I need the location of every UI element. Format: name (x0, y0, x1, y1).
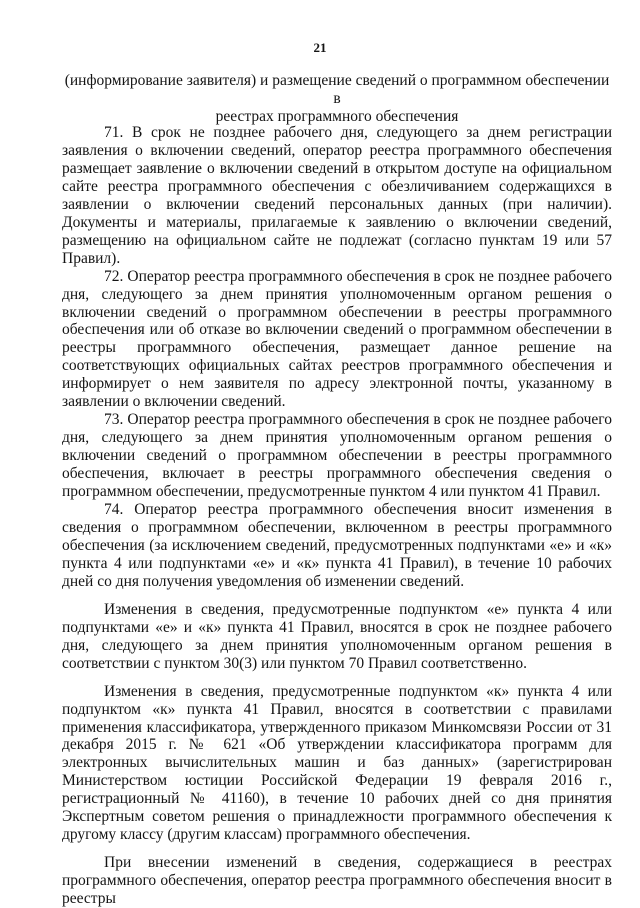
paragraph-changes-note: При внесении изменений в сведения, содержащиеся в реестрах программного обеспечения, оператор реестра программного обеспечения вносит в реестры (62, 854, 612, 908)
paragraph-74: 74. Оператор реестра программного обеспечения вносит изменения в сведения о программном обеспечении, включенном в реестры программного обеспечения (за исключением сведений, предусмотренных подпунктами «е» и «к» пункта 4 или подпунктами «е» и «к» пункта 41 Правил), в течение 10 рабочих дней со дня получения уведомления об изменении сведений. (62, 501, 612, 590)
section-heading-line-1: (информирование заявителя) и размещение сведений о программном обеспечении в (64, 72, 610, 107)
document-body (62, 124, 612, 908)
paragraph-74-subpoint-k: Изменения в сведения, предусмотренные подпунктом «к» пункта 4 или подпунктом «к» пункта 41 Правил, вносятся в соответствии с правилами применения классификатора, утвержденного приказом Минкомсвязи России от 31 декабря 2015 г. № 621 «Об утверждении классификатора программ для электронных вычислительных машин и баз данных» (зарегистрирован Министерством юстиции Российской Федерации 19 февраля 2016 г., регистрационный № 41160), в течение 10 рабочих дней со дня принятия Экспертным советом решения о принадлежности программного обеспечения к другому классу (другим классам) программного обеспечения. (62, 682, 612, 844)
paragraph-72: 72. Оператор реестра программного обеспечения в срок не позднее рабочего дня, следующего за днем принятия уполномоченным органом решения о включении сведений о программном обеспечении в реестры программного обеспечения или об отказе во включении сведений о программном обеспечении в реестры программного обеспечения, размещает данное решение на соответствующих официальных сайтах реестров программного обеспечения и информирует о нем заявителя по адресу электронной почты, указанному в заявлении о включении сведений. (62, 267, 612, 411)
section-heading (62, 72, 612, 126)
section-heading-line-2: реестрах программного обеспечения (215, 108, 459, 125)
paragraph-73: 73. Оператор реестра программного обеспечения в срок не позднее рабочего дня, следующего за днем принятия уполномоченным органом решения о включении сведений о программном обеспечении в реестры программного обеспечения, включает в реестры программного обеспечения сведения о программном обеспечении, предусмотренные пунктом 4 или пунктом 41 Правил. (62, 411, 612, 501)
paragraph-74-subpoint-e: Изменения в сведения, предусмотренные подпунктом «е» пункта 4 или подпунктами «е» и «к» пункта 41 Правил, вносятся в срок не позднее рабочего дня, следующего за днем принятия уполномоченным органом решения в соответствии с пунктом 30(3) или пунктом 70 Правил соответственно. (62, 600, 612, 672)
paragraph-71: 71. В срок не позднее рабочего дня, следующего за днем регистрации заявления о включении сведений, оператор реестра программного обеспечения размещает заявление о включении сведений в открытом доступе на официальном сайте реестра программного обеспечения с обезличиванием содержащихся в заявлении о включении сведений персональных данных (при наличии). Документы и материалы, прилагаемые к заявлению о включении сведений, размещению на официальном сайте не подлежат (согласно пунктам 19 или 57 Правил). (62, 124, 612, 267)
page-number: 21 (313, 40, 327, 55)
